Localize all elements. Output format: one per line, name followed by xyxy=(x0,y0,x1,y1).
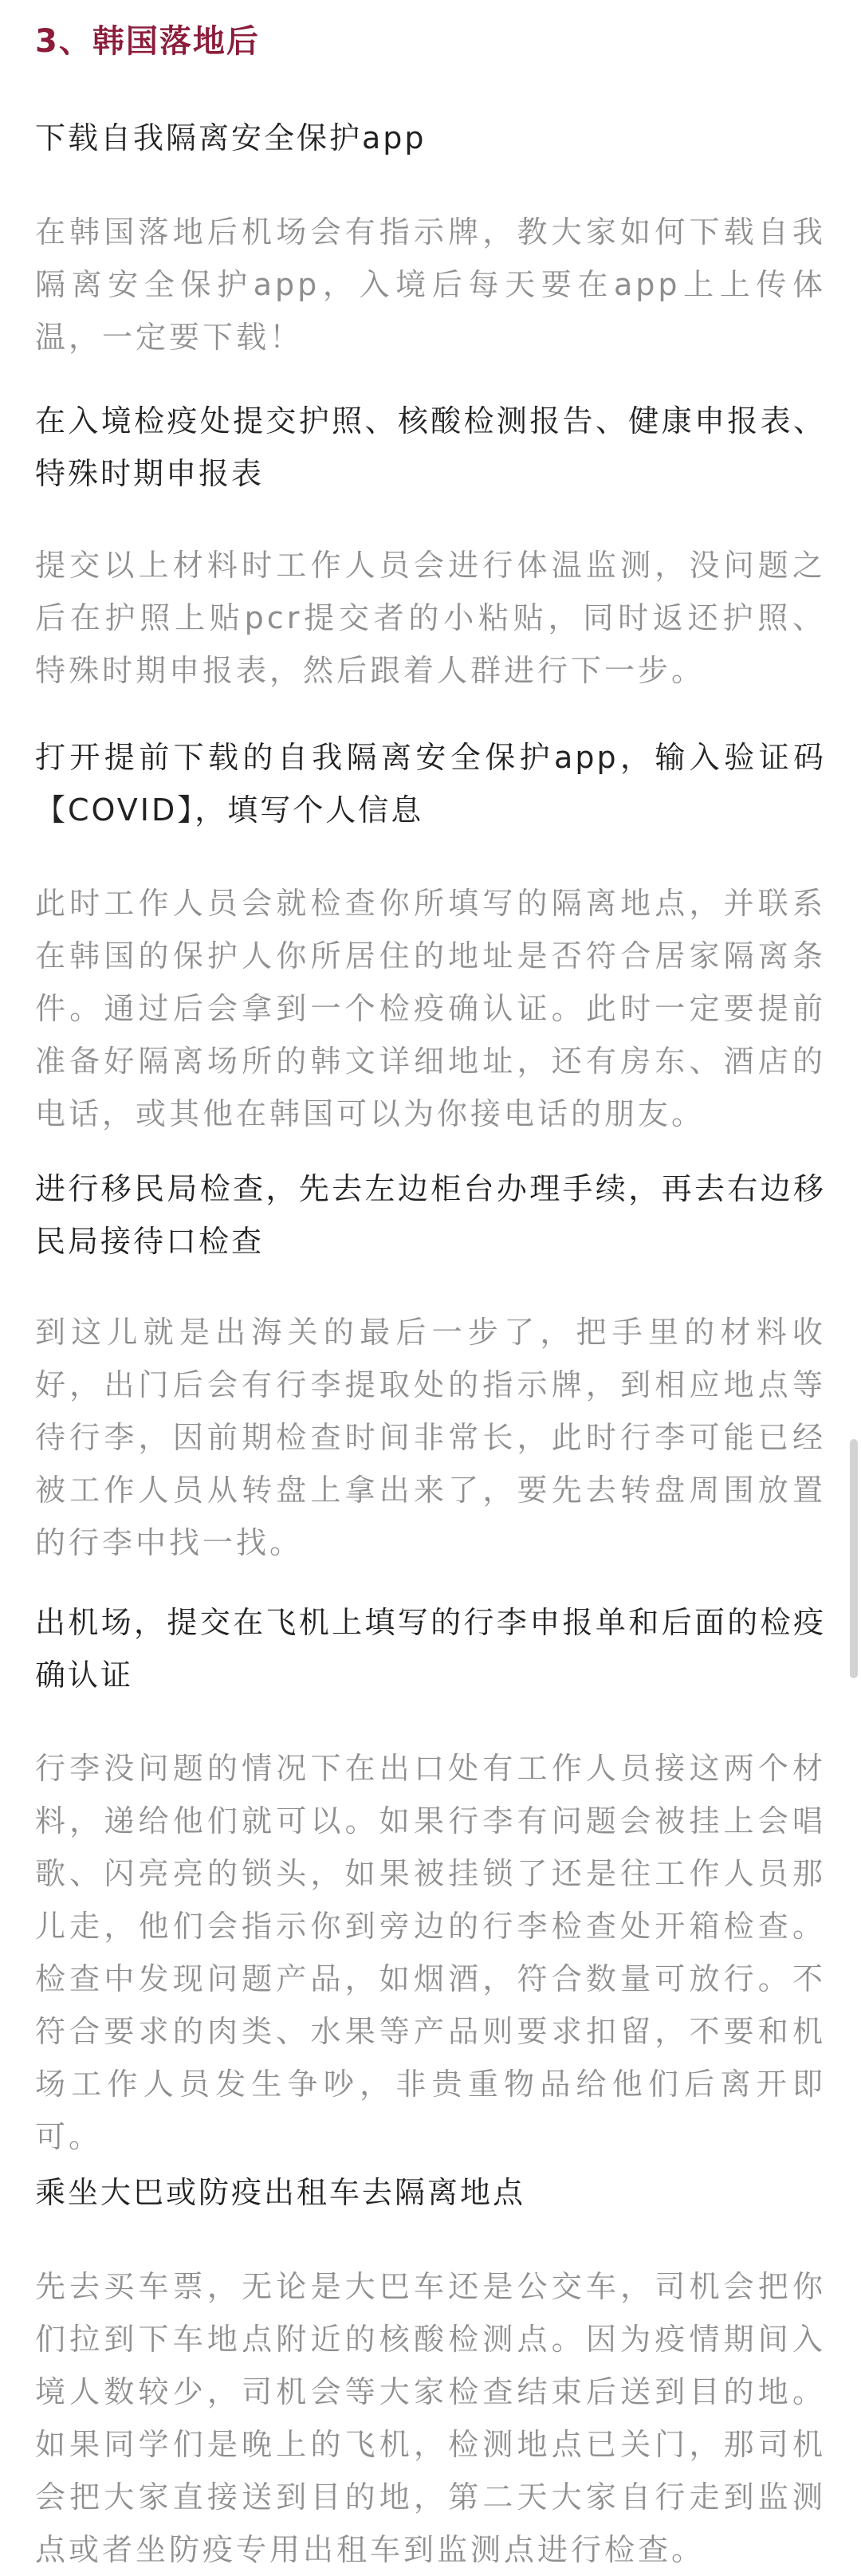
section-title: 3、韩国落地后 xyxy=(35,23,260,60)
step-1-body: 在韩国落地后机场会有指示牌，教大家如何下载自我隔离安全保护app，入境后每天要在app上上传体温，一定要下载！ xyxy=(35,214,826,355)
step-5-body: 行李没问题的情况下在出口处有工作人员接这两个材料，递给他们就可以。如果行李有问题会被挂上会唱歌、闪亮亮的锁头，如果被挂锁了还是往工作人员那儿走，他们会指示你到旁边的行李检查处开箱检查。检查中发现问题产品，如烟酒，符合数量可放行。不符合要求的肉类、水果等产品则要求扣留，不要和机场工作人员发生争吵，非贵重物品给他们后离开即可。 xyxy=(35,1751,826,2154)
step-3-heading: 打开提前下载的自我隔离安全保护app，输入验证码【COVID】，填写个人信息 xyxy=(35,740,826,828)
step-6-heading: 乘坐大巴或防疫出租车去隔离地点 xyxy=(35,2175,526,2210)
step-1-heading: 下载自我隔离安全保护app xyxy=(35,120,427,155)
step-4-body: 到这儿就是出海关的最后一步了，把手里的材料收好，出门后会有行李提取处的指示牌，到相应地点等待行李，因前期检查时间非常长，此时行李可能已经被工作人员从转盘上拿出来了，要先去转盘周围放置的行李中找一找。 xyxy=(35,1315,826,1560)
step-6-body: 先去买车票，无论是大巴车还是公交车，司机会把你们拉到下车地点附近的核酸检测点。因为疫情期间入境人数较少，司机会等大家检查结束后送到目的地。如果同学们是晚上的飞机，检测地点已关门，那司机会把大家直接送到目的地，第二天大家自行走到监测点或者坐防疫专用出租车到监测点进行检查。 xyxy=(35,2269,826,2567)
step-5-heading: 出机场，提交在飞机上填写的行李申报单和后面的检疫确认证 xyxy=(35,1605,826,1693)
scrollbar-thumb[interactable] xyxy=(850,1439,858,1678)
step-2-body: 提交以上材料时工作人员会进行体温监测，没问题之后在护照上贴pcr提交者的小粘贴，同时返还护照、特殊时期申报表，然后跟着人群进行下一步。 xyxy=(35,548,826,688)
step-4-heading: 进行移民局检查，先去左边柜台办理手续，再去右边移民局接待口检查 xyxy=(35,1171,826,1259)
step-2-heading: 在入境检疫处提交护照、核酸检测报告、健康申报表、特殊时期申报表 xyxy=(35,403,826,491)
step-3-body: 此时工作人员会就检查你所填写的隔离地点，并联系在韩国的保护人你所居住的地址是否符合居家隔离条件。通过后会拿到一个检疫确认证。此时一定要提前准备好隔离场所的韩文详细地址，还有房东、酒店的电话，或其他在韩国可以为你接电话的朋友。 xyxy=(35,886,826,1131)
